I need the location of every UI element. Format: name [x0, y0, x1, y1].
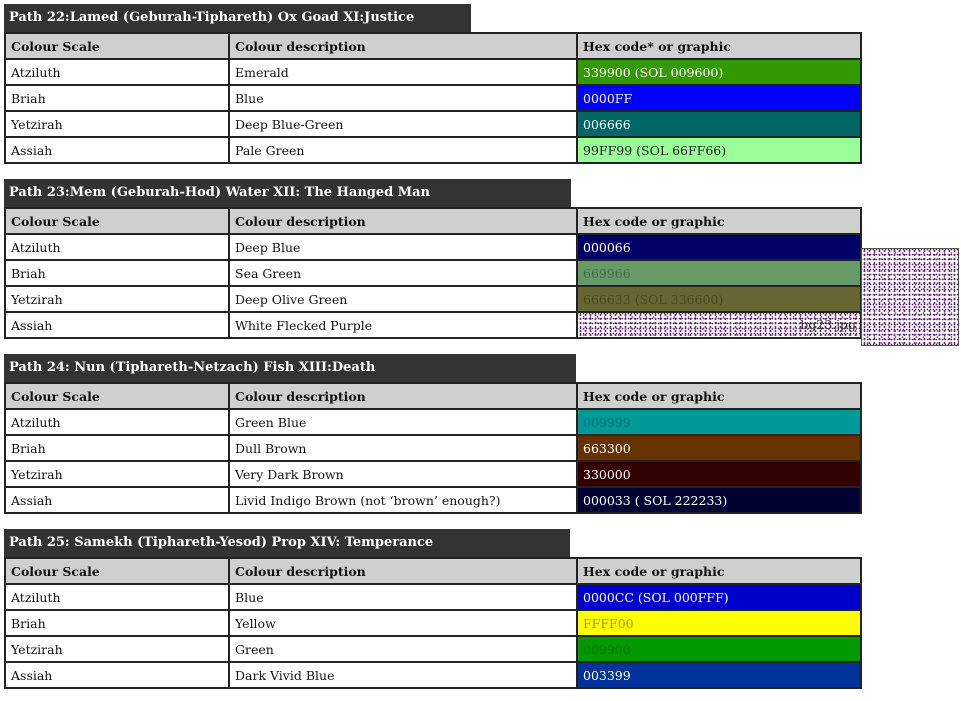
colour-scale-cell: Atziluth: [5, 409, 229, 435]
colour-scale-cell: Yetzirah: [5, 111, 229, 137]
colour-scale-cell: Assiah: [5, 487, 229, 513]
colour-description-cell: Blue: [229, 85, 577, 111]
colour-scale-cell: Atziluth: [5, 584, 229, 610]
column-header: Colour Scale: [5, 33, 229, 59]
column-header: Colour description: [229, 208, 577, 234]
column-header: Colour Scale: [5, 383, 229, 409]
colour-swatch-cell: 669966: [577, 260, 861, 286]
colour-scale-cell: Atziluth: [5, 234, 229, 260]
colour-scale-cell: Yetzirah: [5, 286, 229, 312]
colour-description-cell: Blue: [229, 584, 577, 610]
table-row: [5, 85, 861, 111]
colour-description-cell: Green Blue: [229, 409, 577, 435]
colour-scale-cell: Briah: [5, 85, 229, 111]
colour-scale-cell: Briah: [5, 435, 229, 461]
colour-description-cell: Deep Olive Green: [229, 286, 577, 312]
colour-swatch-cell: 0000FF: [577, 85, 861, 111]
graphic-filename: bg23.jpg: [800, 317, 856, 332]
table-row: [5, 461, 861, 487]
column-header: Colour description: [229, 383, 577, 409]
table-row: [5, 286, 861, 312]
flecked-purple-image: [861, 248, 959, 346]
colour-swatch-cell: 99FF99 (SOL 66FF66): [577, 137, 861, 163]
colour-description-cell: Pale Green: [229, 137, 577, 163]
colour-description-cell: Livid Indigo Brown (not ‘brown’ enough?): [229, 487, 577, 513]
colour-description-cell: Very Dark Brown: [229, 461, 577, 487]
section-title: Path 22:Lamed (Geburah-Tiphareth) Ox Goad XI:Justice: [4, 4, 471, 32]
table-row: [5, 662, 861, 688]
section-title: Path 24: Nun (Tiphareth-Netzach) Fish XIII:Death: [4, 354, 576, 382]
path-section: [4, 529, 862, 689]
colour-scale-cell: Yetzirah: [5, 461, 229, 487]
colour-swatch-cell: 000033 ( SOL 222233): [577, 487, 861, 513]
colour-swatch-cell: 000066: [577, 234, 861, 260]
colour-swatch-cell: 006666: [577, 111, 861, 137]
column-header: Colour Scale: [5, 208, 229, 234]
table-row: [5, 312, 861, 338]
colour-scale-cell: Assiah: [5, 137, 229, 163]
column-header: Colour Scale: [5, 558, 229, 584]
colour-description-cell: Dull Brown: [229, 435, 577, 461]
colour-swatch-cell: 009900: [577, 636, 861, 662]
flecked-purple-swatch: [577, 312, 861, 338]
colour-scale-cell: Briah: [5, 610, 229, 636]
colour-scale-cell: Atziluth: [5, 59, 229, 85]
path-section: [4, 179, 862, 339]
table-row: [5, 409, 861, 435]
header-row: [5, 558, 861, 584]
table-row: [5, 584, 861, 610]
colour-description-cell: Sea Green: [229, 260, 577, 286]
table-row: [5, 610, 861, 636]
header-row: [5, 383, 861, 409]
column-header: Colour description: [229, 558, 577, 584]
colour-swatch-cell: 0000CC (SOL 000FFF): [577, 584, 861, 610]
colour-swatch-cell: 339900 (SOL 009600): [577, 59, 861, 85]
table-row: [5, 111, 861, 137]
colour-description-cell: Deep Blue: [229, 234, 577, 260]
colour-scale-cell: Yetzirah: [5, 636, 229, 662]
section-title: Path 23:Mem (Geburah-Hod) Water XII: The Hanged Man: [4, 179, 571, 207]
colour-description-cell: Deep Blue-Green: [229, 111, 577, 137]
colour-swatch-cell: 330000: [577, 461, 861, 487]
colour-description-cell: White Flecked Purple: [229, 312, 577, 338]
colour-description-cell: Emerald: [229, 59, 577, 85]
table-row: [5, 636, 861, 662]
table-row: [5, 234, 861, 260]
table-row: [5, 137, 861, 163]
column-header: Hex code or graphic: [577, 208, 861, 234]
path-section: [4, 354, 862, 514]
colour-table: [4, 207, 862, 339]
colour-table: [4, 557, 862, 689]
column-header: Hex code or graphic: [577, 383, 861, 409]
header-row: [5, 208, 861, 234]
table-row: [5, 260, 861, 286]
colour-swatch-cell: 009999: [577, 409, 861, 435]
colour-swatch-cell: 663300: [577, 435, 861, 461]
column-header: Hex code or graphic: [577, 558, 861, 584]
colour-description-cell: Yellow: [229, 610, 577, 636]
colour-description-cell: Green: [229, 636, 577, 662]
table-row: [5, 59, 861, 85]
colour-swatch-cell: 003399: [577, 662, 861, 688]
colour-scale-cell: Assiah: [5, 312, 229, 338]
colour-scale-cell: Assiah: [5, 662, 229, 688]
header-row: [5, 33, 861, 59]
table-row: [5, 435, 861, 461]
table-row: [5, 487, 861, 513]
colour-scale-cell: Briah: [5, 260, 229, 286]
column-header: Hex code* or graphic: [577, 33, 861, 59]
colour-table: [4, 32, 862, 164]
column-header: Colour description: [229, 33, 577, 59]
colour-swatch-cell: FFFF00: [577, 610, 861, 636]
path-section: [4, 4, 862, 164]
colour-swatch-cell: 666633 (SOL 336600): [577, 286, 861, 312]
colour-description-cell: Dark Vivid Blue: [229, 662, 577, 688]
colour-table: [4, 382, 862, 514]
section-title: Path 25: Samekh (Tiphareth-Yesod) Prop XIV: Temperance: [4, 529, 570, 557]
